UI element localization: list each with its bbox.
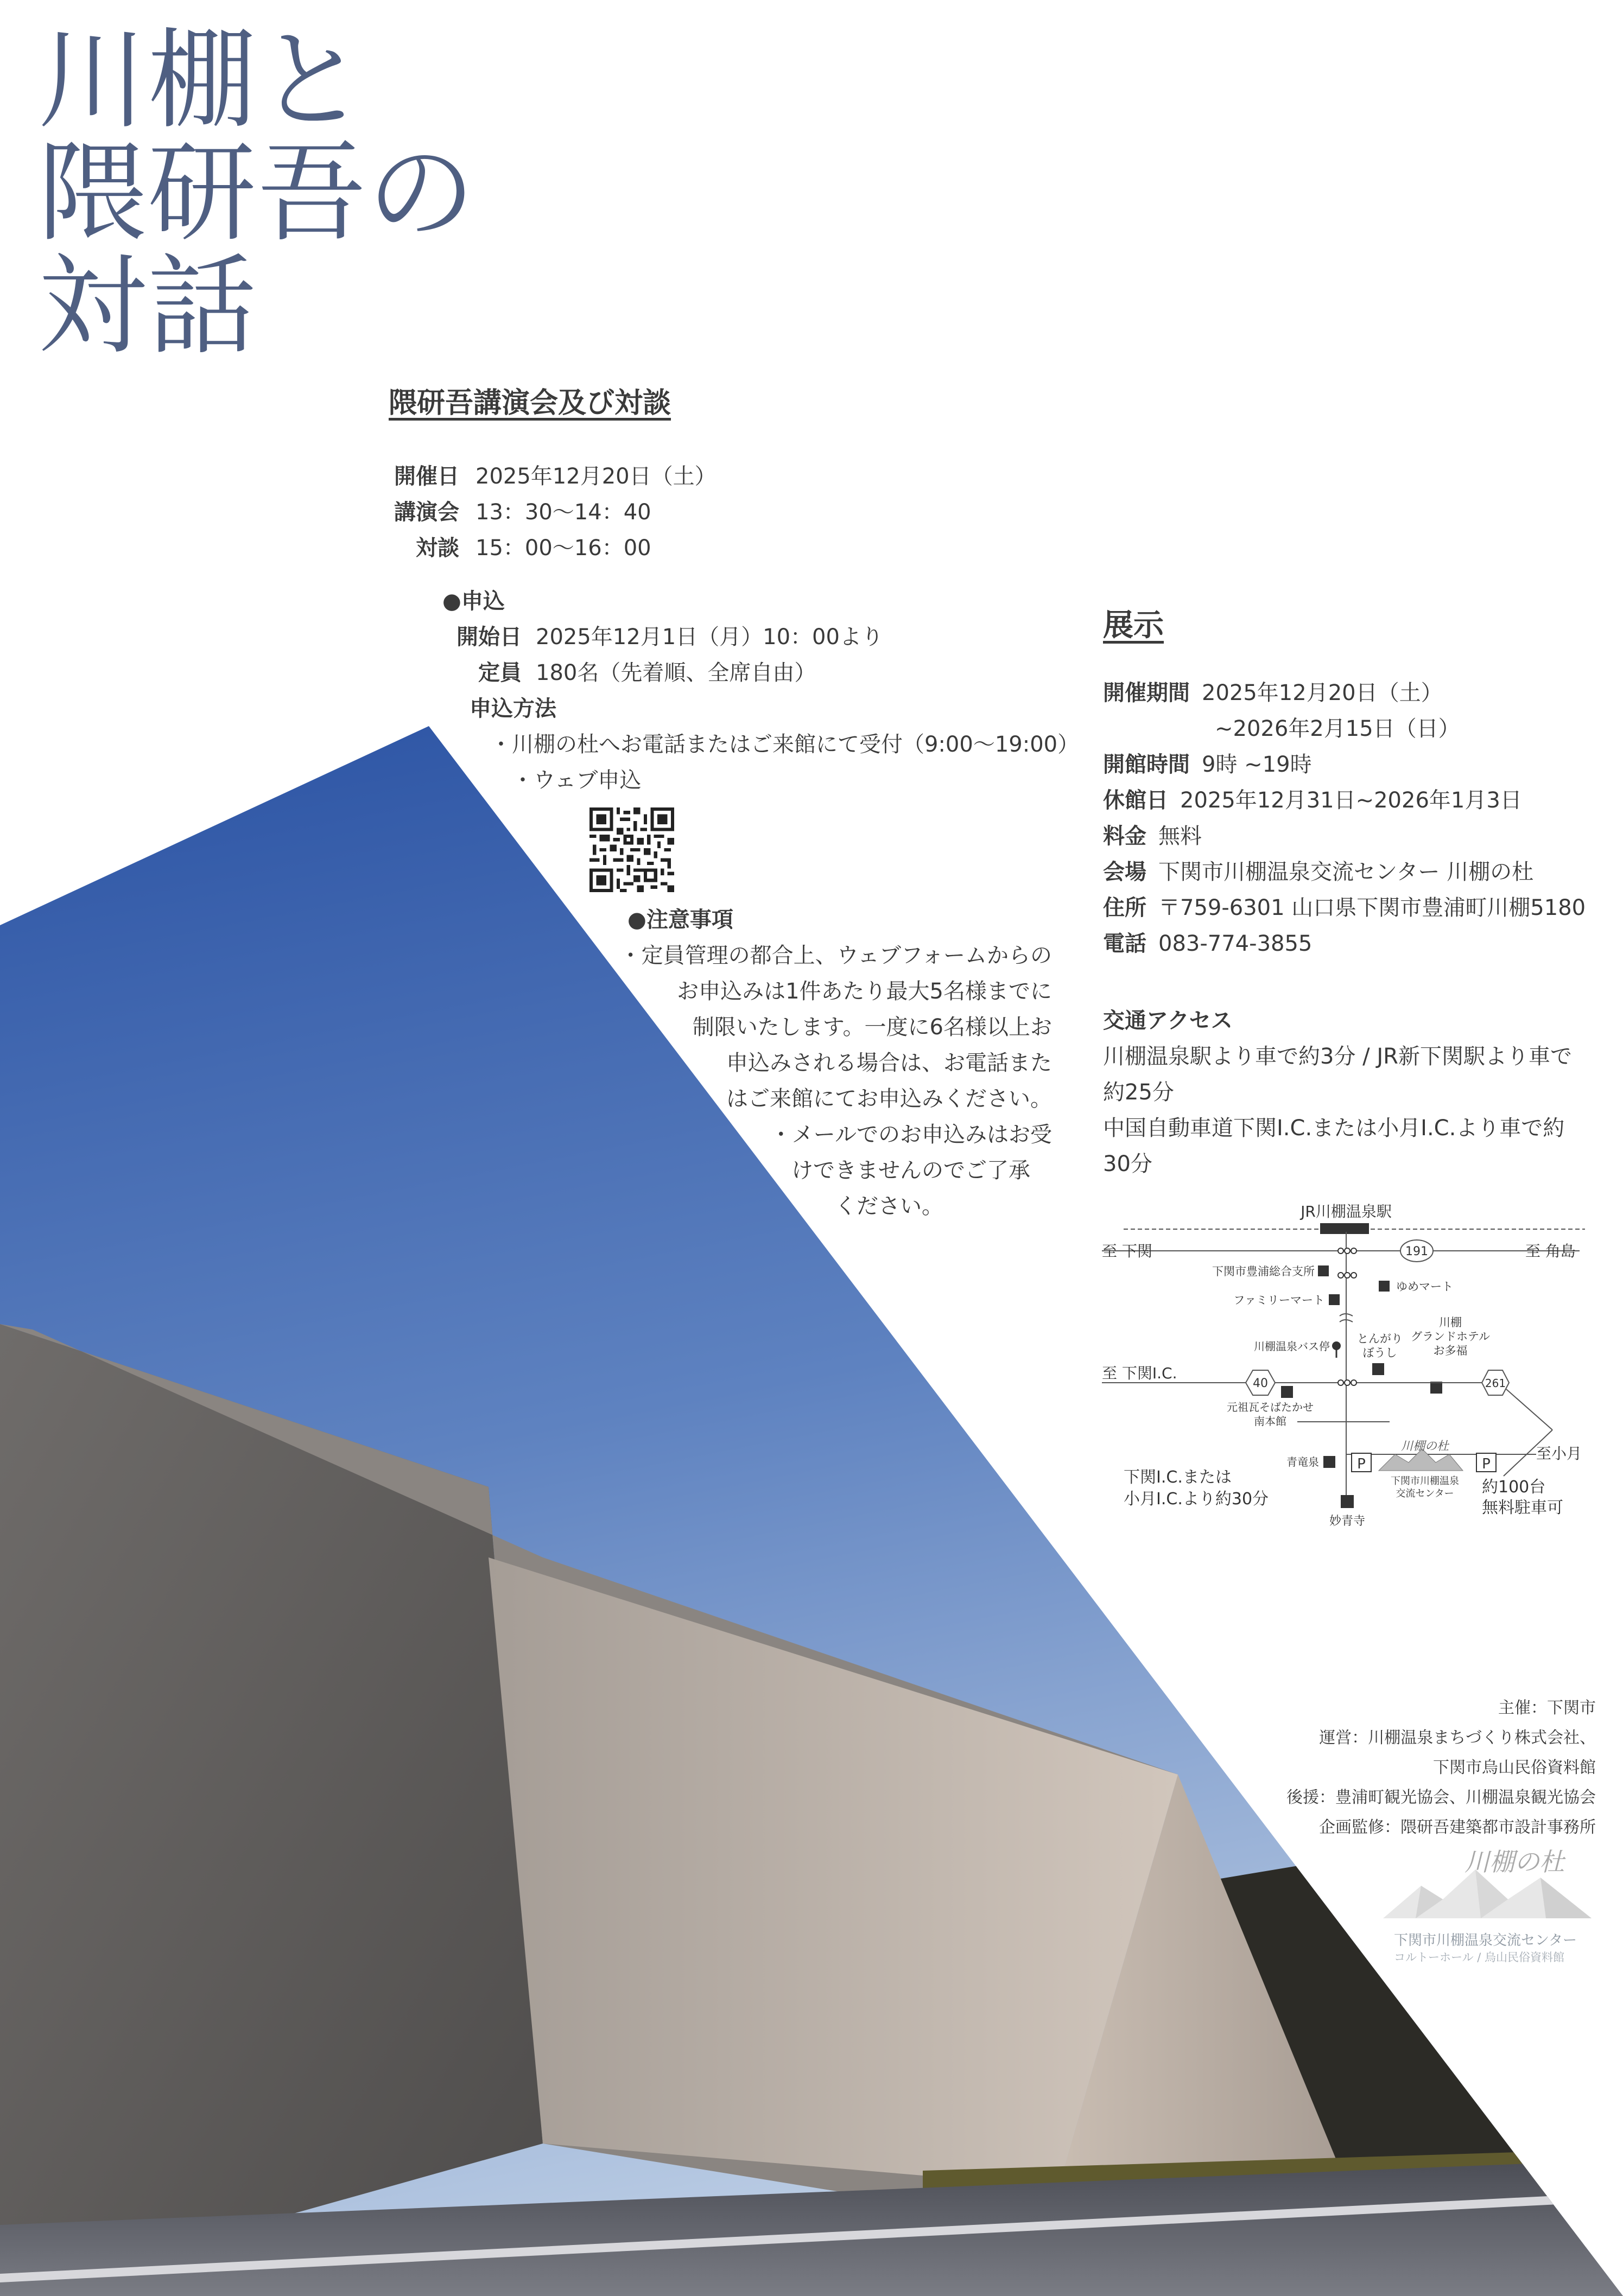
row-label: 料金 [1103,824,1146,849]
exhibit-row-closed [1103,783,1592,818]
map-family-mart: ファミリーマート [1233,1294,1324,1307]
exhibit-row-period-end [1103,711,1592,747]
map-soba: 南本館 [1254,1415,1286,1428]
lecture-heading: 隈研吾講演会及び対談 [389,387,671,419]
map-route-40: 40 [1253,1377,1268,1390]
row-value: 180名（先着順、全席自由） [536,660,816,685]
row-value: 無料 [1158,824,1202,849]
lecture-row-date [389,459,717,494]
map-to-shimonoseki: 至 下関 [1102,1242,1152,1260]
notes-heading: ●注意事項 [627,907,733,932]
note-line: 申込みされる場合は、お電話また [726,1051,1052,1076]
exhibition-section [1103,601,1592,962]
access-heading: 交通アクセス [1103,1008,1233,1033]
poi-hotel [1430,1382,1442,1394]
poi-tongari [1372,1363,1384,1375]
poi-seiryusen [1323,1456,1335,1468]
row-label: 休館日 [1103,788,1168,813]
row-value: 2025年12月20日（土） [1202,680,1443,705]
qr-code[interactable] [589,807,674,892]
map-yume-mart: ゆめマート [1396,1280,1453,1293]
row-label: 住所 [1103,895,1146,920]
map-to-ozuki: 至小月 [1536,1445,1582,1462]
map-ic-time: 小月I.C.より約30分 [1124,1490,1269,1509]
row-label: 開催日 [394,464,459,489]
credit-line: 運営：川棚温泉まちづくり株式会社、 [1319,1728,1596,1747]
row-value: 2025年12月20日（土） [476,464,717,489]
apply-row-start [451,619,1079,655]
row-label: 開催期間 [1103,680,1190,705]
map-ic-time: 下関I.C.または [1124,1468,1232,1487]
station-icon [1320,1223,1369,1234]
row-label: 電話 [1103,931,1146,956]
map-center-logo: 川棚の杜 [1400,1440,1449,1453]
note-line: ・定員管理の都合上、ウェブフォームからの [619,943,1052,968]
map-to-tsunoshima: 至 角島 [1525,1242,1576,1260]
row-label: 定員 [478,660,522,685]
lecture-row-dialogue [389,530,717,566]
access-section [1103,1003,1581,1182]
map-branch-office: 下関市豊浦総合支所 [1212,1265,1315,1278]
map-parking: P [1357,1456,1366,1472]
map-myoseiji: 妙青寺 [1329,1515,1366,1528]
map-parking-info: 無料駐車可 [1482,1498,1563,1517]
map-hotel: 川棚 [1439,1316,1462,1329]
row-value: ~2026年2月15日（日） [1215,716,1460,741]
map-center: 交流センター [1396,1488,1454,1499]
credits [1248,1693,1596,1842]
page-title [38,17,477,370]
access-line: 約25分 [1103,1080,1174,1105]
lecture-section [389,380,717,566]
apply-row-capacity [451,655,1079,691]
title-line-2: 隈研吾の [38,130,477,257]
exhibit-row-venue [1103,854,1592,890]
apply-method-label: 申込方法 [470,696,556,721]
map-to-ic: 至 下関I.C. [1102,1364,1177,1382]
lecture-row-talk [389,494,717,530]
credit-line: 後援：豊浦町観光協会、川棚温泉観光協会 [1286,1788,1596,1807]
row-value: 〒759-6301 山口県下関市豊浦町川棚5180 [1158,895,1586,920]
poi-yume-mart [1379,1281,1390,1292]
poi-branch-office [1318,1265,1329,1276]
row-value: 9時 ~19時 [1202,752,1312,777]
application-section [442,583,1079,798]
access-map [1102,1199,1590,1536]
row-value: 2025年12月1日（月）10：00より [536,625,883,650]
exhibit-row-period [1103,675,1592,711]
credit-line: 企画監修：隈研吾建築都市設計事務所 [1319,1818,1596,1837]
apply-method-phone: ・川棚の杜へお電話またはご来館にて受付（9:00〜19:00） [490,732,1080,757]
row-value: 下関市川棚温泉交流センター 川棚の杜 [1158,860,1534,885]
row-label: 対談 [416,536,459,561]
row-label: 会場 [1103,860,1146,885]
title-line-1: 川棚と [38,17,367,144]
poi-soba [1281,1386,1293,1398]
exhibit-row-fee [1103,818,1592,854]
credit-line: 下関市烏山民俗資料館 [1433,1758,1596,1777]
row-label: 講演会 [394,500,459,525]
exhibit-row-address [1103,890,1592,926]
apply-method-web[interactable]: ・ウェブ申込 [512,768,642,793]
row-value: 15：00〜16：00 [476,536,651,561]
row-value[interactable]: 083-774-3855 [1158,931,1313,956]
apply-heading: ●申込 [442,589,505,614]
note-line: けできませんのでご了承 [791,1158,1030,1183]
exhibition-heading: 展示 [1103,608,1164,643]
map-bus-stop: 川棚温泉バス停 [1254,1340,1330,1353]
map-soba: 元祖瓦そばたかせ [1227,1401,1314,1414]
map-center: 下関市川棚温泉 [1391,1475,1459,1487]
map-tongari: ぼうし [1362,1346,1397,1359]
title-line-3: 対話 [38,243,258,370]
note-line: お申込みは1件あたり最大5名様までに [677,979,1052,1004]
note-line: ・メールでのお申込みはお受 [770,1122,1052,1147]
logo-line-1: 下関市川棚温泉交流センター [1394,1932,1577,1949]
note-line: 制限いたします。一度に6名様以上お [692,1015,1052,1040]
access-line: 川棚温泉駅より車で約3分 / JR新下関駅より車で [1103,1044,1572,1069]
map-parking-info: 約100台 [1482,1478,1546,1497]
note-line: ください。 [835,1194,943,1219]
map-station-label: JR川棚温泉駅 [1301,1203,1392,1220]
map-seiryusen: 青竜泉 [1286,1455,1319,1468]
row-label: 開館時間 [1103,752,1190,777]
note-line: はご来館にてお申込みください。 [726,1086,1052,1111]
poi-myoseiji [1341,1495,1354,1508]
poi-family-mart [1329,1294,1340,1305]
exhibit-row-phone [1103,926,1592,962]
logo-line-2: コルトーホール / 烏山民俗資料館 [1394,1951,1565,1964]
kawatana-no-mori-logo [1383,1848,1592,1973]
map-hotel: グランドホテル [1411,1330,1490,1343]
map-route-191: 191 [1405,1245,1428,1258]
row-label: 開始日 [457,625,522,650]
map-route-261: 261 [1485,1377,1506,1390]
map-parking: P [1482,1456,1491,1472]
map-tongari: とんがり [1357,1332,1403,1345]
logo-name: 川棚の杜 [1464,1847,1564,1877]
map-hotel: お多福 [1433,1344,1468,1357]
access-line: 中国自動車道下関I.C.または小月I.C.より車で約 [1103,1116,1565,1141]
access-line: 30分 [1103,1152,1152,1176]
row-value: 13：30〜14：40 [476,500,651,525]
notes-section [597,902,1052,1224]
exhibit-row-hours [1103,747,1592,783]
credit-line: 主催：下関市 [1498,1699,1596,1718]
row-value: 2025年12月31日~2026年1月3日 [1180,788,1522,813]
